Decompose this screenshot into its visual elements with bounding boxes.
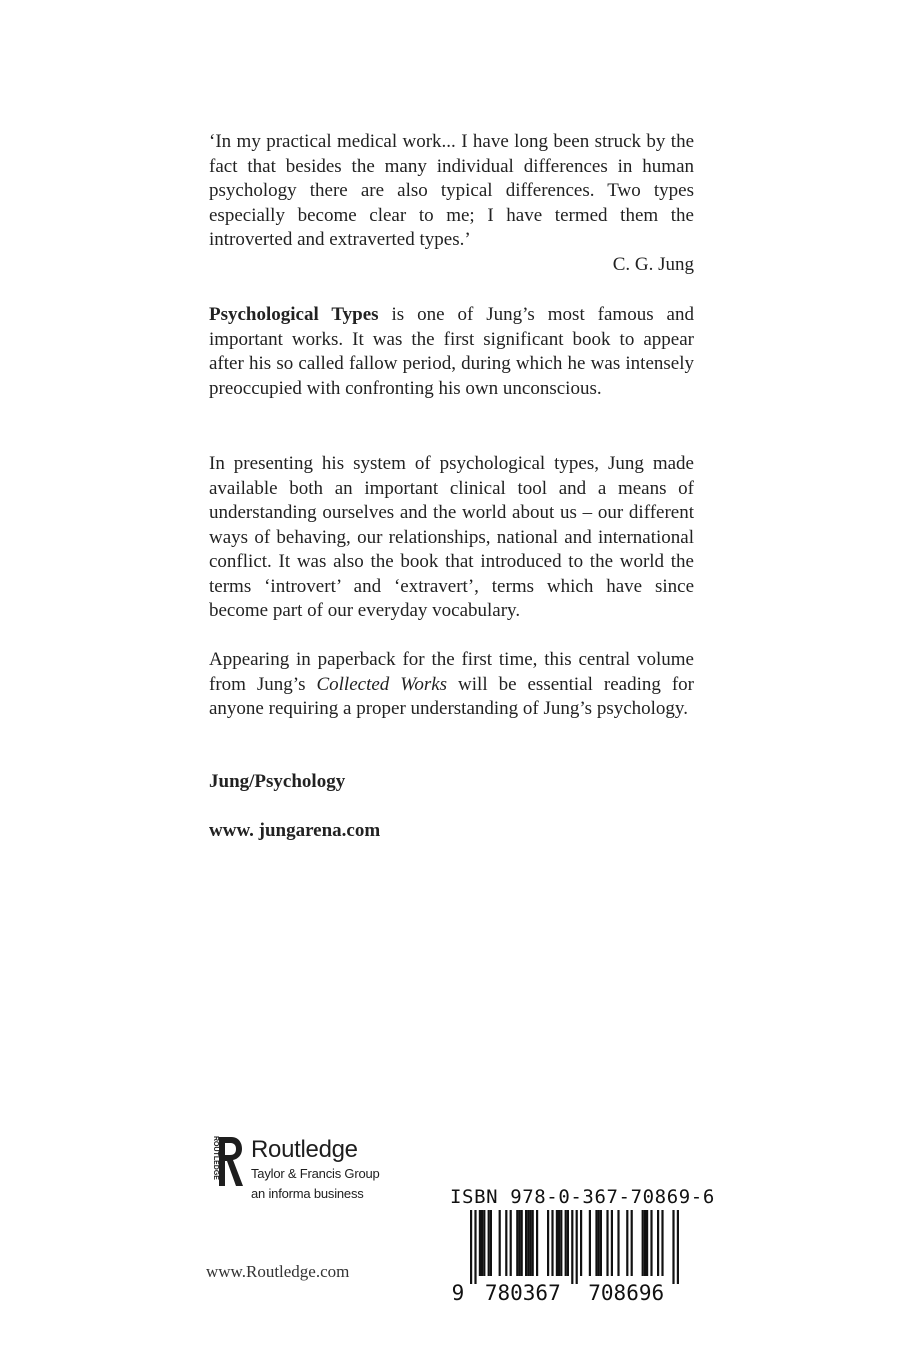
quote-block (209, 130, 694, 277)
description-text-3-end: will be essential reading for anyone requiring a proper understanding of Jung’s psychology. (209, 673, 694, 719)
barcode-bar (580, 1210, 582, 1276)
barcode-bar (565, 1210, 567, 1276)
barcode-digits-right: 708696 (588, 1281, 665, 1302)
barcode-bar (532, 1210, 534, 1276)
barcode-bar (646, 1210, 648, 1276)
barcode-bar (536, 1210, 538, 1276)
barcode-bar (479, 1210, 481, 1276)
publisher-tagline: an informa business (251, 1186, 364, 1201)
isbn-label: ISBN 978-0-367-70869-6 (450, 1186, 715, 1208)
barcode-bar (483, 1210, 485, 1276)
barcode-bar (499, 1210, 501, 1276)
barcode-bar (657, 1210, 659, 1276)
barcode-bar (642, 1210, 644, 1276)
description-paragraph-2 (209, 452, 694, 624)
barcode-bar (510, 1210, 512, 1276)
description-text-1: is one of Jung’s most famous and important works. It was the first significant book to appear after his so called fallow period, during which he was intensely preoccupied with confronting his own unconscious. (209, 304, 694, 399)
barcode-bar (525, 1210, 527, 1276)
barcode-bar (611, 1210, 613, 1276)
description-paragraph-1 (209, 303, 694, 401)
barcode-bar (677, 1210, 679, 1284)
barcode-bar (661, 1210, 663, 1276)
barcode-bar (556, 1210, 558, 1276)
barcode-bar (516, 1210, 518, 1276)
barcode-bar (598, 1210, 600, 1276)
description-paragraph-3 (209, 648, 694, 722)
barcode-digits-left: 780367 (484, 1281, 561, 1302)
barcode-bar (571, 1210, 573, 1284)
barcode-bar (474, 1210, 476, 1284)
description-text-3-start: Appearing in paperback for the first time, this central volume from Jung’s (209, 649, 694, 695)
barcode-bar (547, 1210, 549, 1276)
barcode-bar (488, 1210, 490, 1276)
barcode-bar (558, 1210, 560, 1276)
barcode-bar (481, 1210, 483, 1276)
barcode-bar (672, 1210, 674, 1284)
barcode-bar (576, 1210, 578, 1284)
barcode-bar (595, 1210, 597, 1276)
quote-attribution: C. G. Jung (612, 253, 694, 275)
routledge-logo (205, 1134, 405, 1201)
barcode-bar (567, 1210, 569, 1276)
barcode-bar (551, 1210, 553, 1276)
barcode-bar (617, 1210, 619, 1276)
barcode-bar (521, 1210, 523, 1276)
book-title: Psychological Types (209, 304, 379, 325)
barcode-bar (470, 1210, 472, 1284)
barcode-bar (606, 1210, 608, 1276)
barcode-digit-first: 9 (451, 1281, 465, 1302)
quote-text: ‘In my practical medical work... I have long been struck by the fact that besides the many individual differences in human psychology there are also typical differences. Two types especially become clear to me; I have termed them the introverted and extraverted types.’ (209, 131, 694, 250)
barcode-bar (626, 1210, 628, 1276)
publisher-name: Routledge (251, 1136, 358, 1163)
barcode-bar (505, 1210, 507, 1276)
routledge-mark-text: ROUTLEDGE (212, 1136, 219, 1180)
publisher-group: Taylor & Francis Group (251, 1166, 380, 1181)
isbn-barcode (448, 1210, 698, 1302)
barcode-bar (631, 1210, 633, 1276)
barcode-bar (644, 1210, 646, 1276)
jungarena-website[interactable]: www. jungarena.com (209, 820, 381, 841)
routledge-r-icon (205, 1134, 245, 1190)
barcode-bar (527, 1210, 529, 1276)
barcode-bar (589, 1210, 591, 1276)
barcode-bar (529, 1210, 531, 1276)
barcode-bar (600, 1210, 602, 1276)
description-text-2: In presenting his system of psychological types, Jung made available both an important clinical tool and a means of understanding ourselves and the world about us – our different ways of behaving, our relationships, national and international conflict. It was also the book that introduced to the world the terms ‘introvert’ and ‘extravert’, terms which have since become part of our everyday vocabulary. (209, 453, 694, 621)
barcode-bar (650, 1210, 652, 1276)
collected-works-title: Collected Works (316, 673, 448, 695)
barcode-bar (518, 1210, 520, 1276)
subject-category: Jung/Psychology (209, 771, 346, 792)
barcode-bar (490, 1210, 492, 1276)
barcode-bar (560, 1210, 562, 1276)
routledge-website[interactable]: www.Routledge.com (206, 1262, 350, 1281)
